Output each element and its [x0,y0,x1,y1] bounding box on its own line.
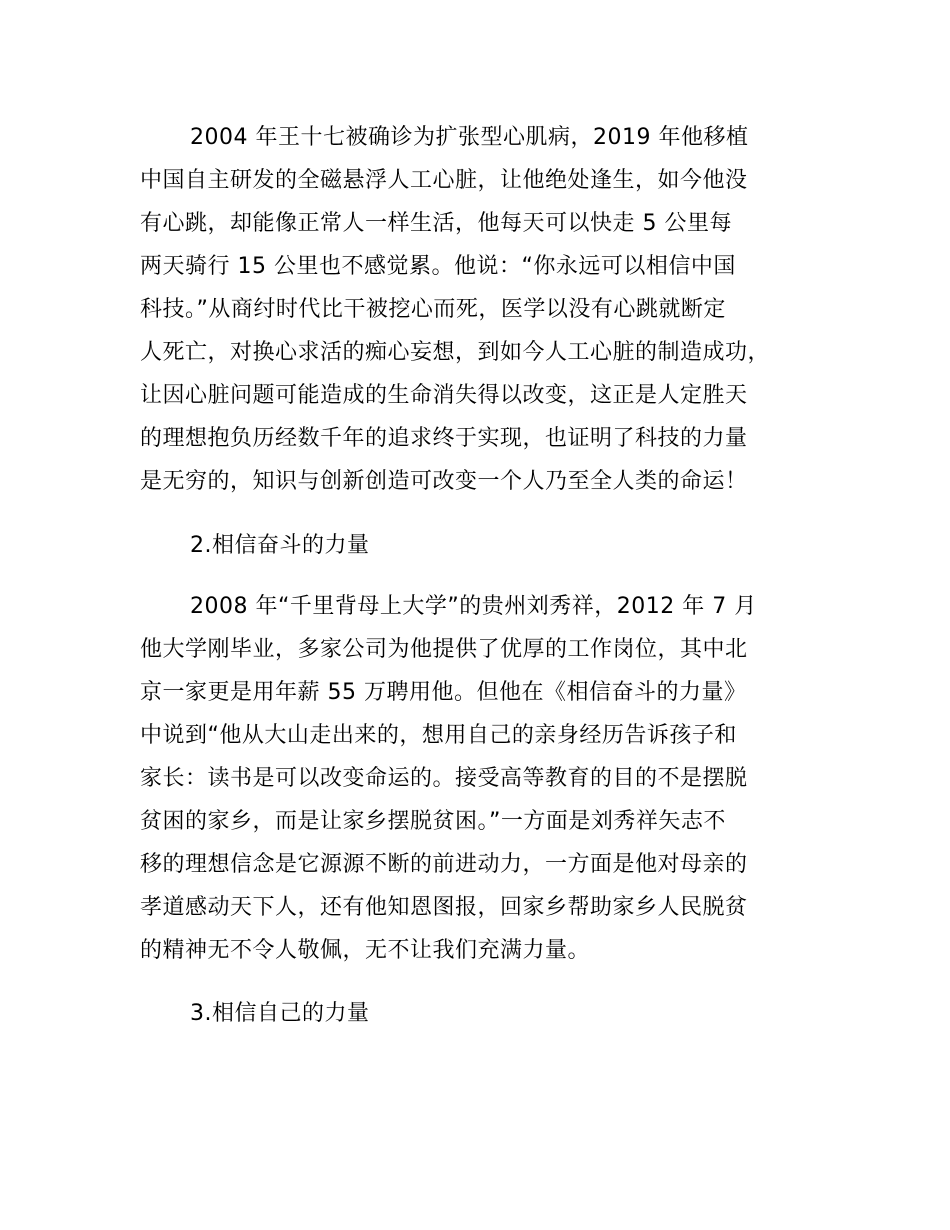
paragraph-line: 的精神无不令人敬佩，无不让我们充满力量。 [140,938,591,963]
section-heading-2: 2.相信奋斗的力量 [190,533,370,558]
paragraph-line: 科技。”从商纣时代比干被挖心而死，医学以没有心跳就断定 [140,297,726,322]
paragraph-line: 贫困的家乡，而是让家乡摆脱贫困。”一方面是刘秀祥矢志不 [140,809,726,834]
paragraph-line: 中说到“他从大山走出来的，想用自己的亲身经历告诉孩子和 [140,723,737,748]
paragraph-line: 有心跳，却能像正常人一样生活，他每天可以快走 5 公里每 [140,211,732,236]
paragraph-line: 家长：读书是可以改变命运的。接受高等教育的目的不是摆脱 [140,766,748,791]
paragraph-line: 孝道感动天下人，还有他知恩图报，回家乡帮助家乡人民脱贫 [140,895,748,920]
paragraph-line: 2008 年“千里背母上大学”的贵州刘秀祥，2012 年 7 月 [190,594,757,619]
paragraph-line: 两天骑行 15 公里也不感觉累。他说：“你永远可以相信中国 [140,254,736,279]
paragraph-line: 移的理想信念是它源源不断的前进动力，一方面是他对母亲的 [140,852,748,877]
paragraph-line: 京一家更是用年薪 55 万聘用他。但他在《相信奋斗的力量》 [140,680,747,705]
paragraph-line: 人死亡，对换心求活的痴心妄想，到如今人工心脏的制造成功， [140,340,771,365]
paragraph-line: 是无穷的，知识与创新创造可改变一个人乃至全人类的命运！ [140,469,748,494]
paragraph-line: 的理想抱负历经数千年的追求终于实现，也证明了科技的力量 [140,426,748,451]
paragraph-line: 2004 年王十七被确诊为扩张型心肌病，2019 年他移植 [190,125,749,150]
paragraph-line: 他大学刚毕业，多家公司为他提供了优厚的工作岗位，其中北 [140,637,748,662]
section-heading-3: 3.相信自己的力量 [190,1001,370,1026]
paragraph-line: 让因心脏问题可能造成的生命消失得以改变，这正是人定胜天 [140,383,748,408]
paragraph-line: 中国自主研发的全磁悬浮人工心脏，让他绝处逢生，如今他没 [140,168,748,193]
